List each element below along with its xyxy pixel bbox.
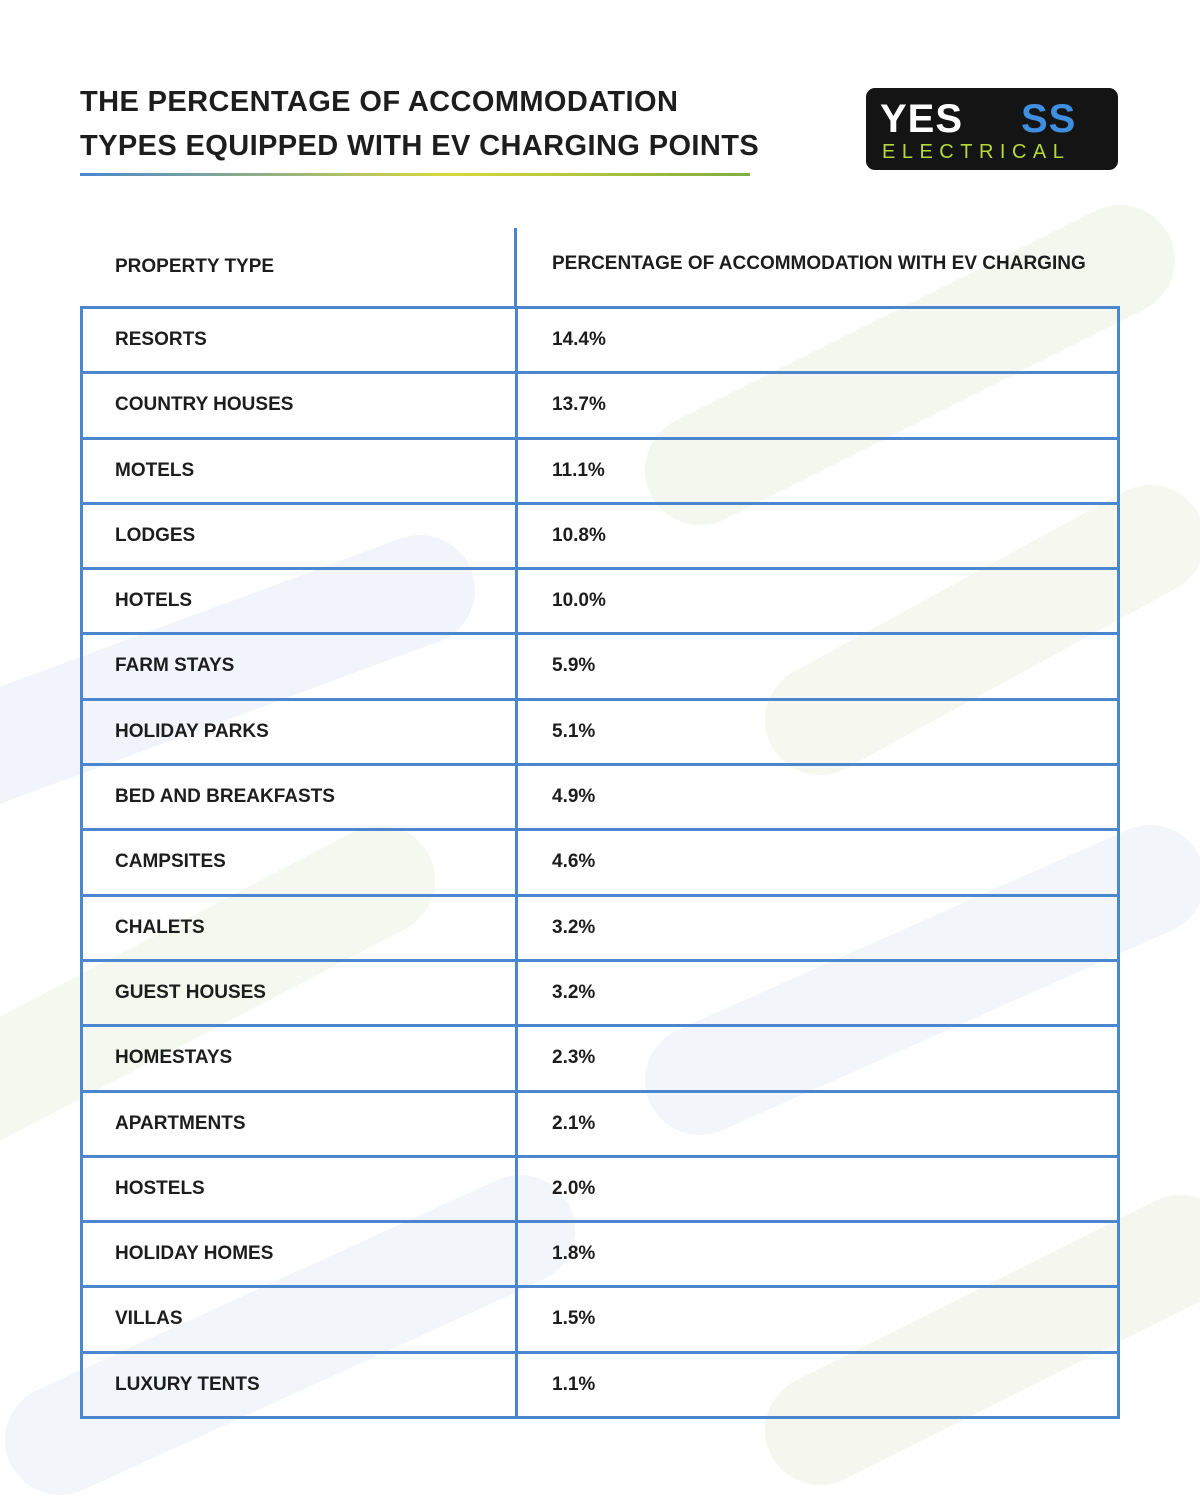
column-divider bbox=[515, 831, 518, 893]
column-divider bbox=[515, 766, 518, 828]
table-row bbox=[83, 1027, 1117, 1092]
column-divider bbox=[515, 440, 518, 502]
property-type-cell: GUEST HOUSES bbox=[115, 981, 266, 1003]
table-row bbox=[83, 309, 1117, 374]
table-row bbox=[83, 701, 1117, 766]
property-type-cell: CAMPSITES bbox=[115, 851, 226, 873]
property-type-cell: COUNTRY HOUSES bbox=[115, 394, 294, 416]
column-divider bbox=[515, 962, 518, 1024]
property-type-cell: HOLIDAY HOMES bbox=[115, 1243, 274, 1265]
yesss-electrical-logo bbox=[866, 88, 1118, 170]
percentage-cell: 4.9% bbox=[552, 786, 596, 808]
property-type-cell: MOTELS bbox=[115, 459, 195, 481]
table-row bbox=[83, 505, 1117, 570]
column-divider bbox=[515, 897, 518, 959]
table-row bbox=[83, 831, 1117, 896]
percentage-cell: 10.8% bbox=[552, 524, 606, 546]
property-type-cell: LUXURY TENTS bbox=[115, 1373, 260, 1395]
title-underline bbox=[80, 173, 750, 176]
table-row bbox=[83, 440, 1117, 505]
property-type-cell: APARTMENTS bbox=[115, 1112, 246, 1134]
table-body bbox=[80, 306, 1120, 1419]
property-type-cell: FARM STAYS bbox=[115, 655, 235, 677]
table-header bbox=[80, 228, 1120, 306]
percentage-cell: 5.1% bbox=[552, 720, 596, 742]
column-header-percentage: PERCENTAGE OF ACCOMMODATION WITH EV CHARGING bbox=[552, 253, 1086, 274]
percentage-cell: 3.2% bbox=[552, 981, 596, 1003]
percentage-cell: 1.1% bbox=[552, 1373, 596, 1395]
column-divider bbox=[515, 1093, 518, 1155]
percentage-cell: 1.8% bbox=[552, 1243, 596, 1265]
table-row bbox=[83, 1288, 1117, 1353]
logo-text-electrical: ELECTRICAL bbox=[882, 141, 1071, 163]
column-divider bbox=[515, 1027, 518, 1089]
property-type-cell: LODGES bbox=[115, 524, 196, 546]
logo-text-yes: YES bbox=[880, 97, 964, 141]
property-type-cell: HOSTELS bbox=[115, 1177, 205, 1199]
column-divider bbox=[515, 1354, 518, 1416]
percentage-cell: 10.0% bbox=[552, 590, 606, 612]
table-row bbox=[83, 1223, 1117, 1288]
property-type-cell: HOMESTAYS bbox=[115, 1047, 233, 1069]
percentage-cell: 1.5% bbox=[552, 1308, 596, 1330]
property-type-cell: HOTELS bbox=[115, 590, 193, 612]
column-divider bbox=[515, 570, 518, 632]
ev-charging-table bbox=[80, 228, 1120, 1419]
column-divider bbox=[515, 309, 518, 371]
title-line-1: THE PERCENTAGE OF ACCOMMODATION bbox=[80, 86, 679, 118]
column-divider bbox=[515, 635, 518, 697]
table-row bbox=[83, 635, 1117, 700]
percentage-cell: 11.1% bbox=[552, 459, 605, 481]
header-divider bbox=[514, 228, 517, 306]
column-divider bbox=[515, 701, 518, 763]
title-line-2: TYPES EQUIPPED WITH EV CHARGING POINTS bbox=[80, 130, 760, 162]
table-row bbox=[83, 374, 1117, 439]
table-row bbox=[83, 897, 1117, 962]
percentage-cell: 13.7% bbox=[552, 394, 606, 416]
property-type-cell: VILLAS bbox=[115, 1308, 183, 1330]
column-divider bbox=[515, 1288, 518, 1350]
logo-text-ss: SS bbox=[1021, 97, 1077, 141]
table-row bbox=[83, 1093, 1117, 1158]
percentage-cell: 5.9% bbox=[552, 655, 596, 677]
property-type-cell: BED AND BREAKFASTS bbox=[115, 786, 335, 808]
table-row bbox=[83, 766, 1117, 831]
column-divider bbox=[515, 505, 518, 567]
percentage-cell: 14.4% bbox=[552, 329, 606, 350]
percentage-cell: 2.3% bbox=[552, 1047, 596, 1069]
column-divider bbox=[515, 1223, 518, 1285]
page-title bbox=[80, 80, 780, 168]
table-row bbox=[83, 570, 1117, 635]
table-row bbox=[83, 962, 1117, 1027]
percentage-cell: 4.6% bbox=[552, 851, 596, 873]
percentage-cell: 3.2% bbox=[552, 916, 596, 938]
property-type-cell: RESORTS bbox=[115, 329, 207, 350]
property-type-cell: HOLIDAY PARKS bbox=[115, 720, 269, 742]
property-type-cell: CHALETS bbox=[115, 916, 205, 938]
percentage-cell: 2.0% bbox=[552, 1177, 596, 1199]
percentage-cell: 2.1% bbox=[552, 1112, 596, 1134]
column-divider bbox=[515, 1158, 518, 1220]
table-row bbox=[83, 1354, 1117, 1419]
table-row bbox=[83, 1158, 1117, 1223]
column-header-property-type: PROPERTY TYPE bbox=[115, 256, 275, 277]
column-divider bbox=[515, 374, 518, 436]
